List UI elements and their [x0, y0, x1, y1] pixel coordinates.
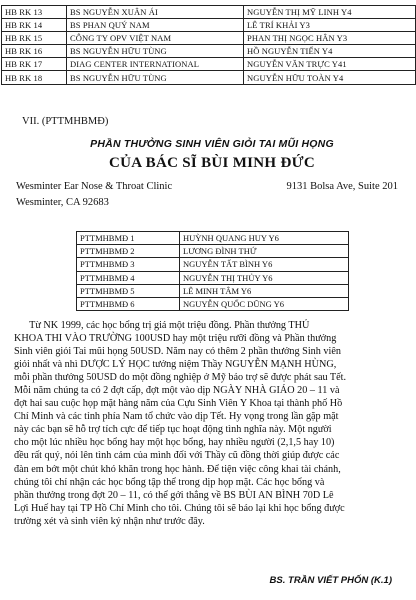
table-cell: NGUYỄN VĂN TRỰC Y41 — [244, 58, 416, 71]
table-row — [77, 284, 349, 297]
table-cell: LƯƠNG ĐÌNH THỨ — [180, 245, 349, 258]
table-cell: PTTMHBMĐ 5 — [77, 284, 180, 297]
table-row — [2, 58, 416, 71]
table-row — [2, 45, 416, 58]
signature: BS. TRẦN VIẾT PHỐN (K.1) — [269, 575, 392, 586]
clinic-address: 9131 Bolsa Ave, Suite 201 — [286, 181, 398, 192]
table-cell: BS NGUYỄN XUÂN ÁI — [67, 6, 244, 19]
paragraph-line: đợt hai sau cuộc họp mặt hàng năm của Cựu Sinh Viên Y Khoa tại thành phố Hồ — [14, 398, 343, 410]
award-sponsor-title: CỦA BÁC SĨ BÙI MINH ĐỨC — [109, 155, 315, 171]
table-cell: NGUYỄN THỊ THỦY Y6 — [180, 271, 349, 284]
table-cell: PTTMHBMĐ 1 — [77, 232, 180, 245]
paragraph-line: trường xét và sinh viên ký nhận như trước đây. — [14, 515, 205, 527]
table-cell: HB RK 17 — [2, 58, 67, 71]
clinic-city: Wesminter, CA 92683 — [16, 197, 109, 208]
scholarship-table — [1, 5, 416, 85]
paragraph-line: Từ NK 1999, các học bổng trị giá một triệu đồng. Phần thưởng THỦ — [14, 320, 310, 331]
table-cell: BS NGUYỄN HỮU TÙNG — [67, 45, 244, 58]
table-cell: PTTMHBMĐ 2 — [77, 245, 180, 258]
paragraph-line: đều rất quý, nói lên tình cảm của mình đối với Thầy cũ đồng thời giúp được các — [14, 450, 340, 462]
table-cell: HB RK 15 — [2, 32, 67, 45]
table-cell: DIAG CENTER INTERNATIONAL — [67, 58, 244, 71]
table-cell: PTTMHBMĐ 6 — [77, 297, 180, 310]
paragraph-line: Chí Minh và các tỉnh phía Nam tổ chức vào dịp Tết. Hy vọng trong lần gặp mặt — [14, 411, 339, 423]
table-cell: NGUYỄN QUỐC DŨNG Y6 — [180, 297, 349, 310]
table-row — [77, 245, 349, 258]
table-row — [2, 71, 416, 84]
table-cell: HB RK 13 — [2, 6, 67, 19]
section-heading: VII. (PTTMHBMĐ) — [22, 116, 109, 127]
table-cell: HỒ NGUYỄN TIẾN Y4 — [244, 45, 416, 58]
clinic-line — [16, 181, 398, 192]
paragraph-line: đàn em bớt một chút khó khăn trong học hành. Để tiện việc công khai tài chánh, — [14, 463, 341, 475]
clinic-name: Wesminter Ear Nose & Throat Clinic — [16, 181, 173, 192]
body-paragraph — [14, 319, 406, 528]
table-row — [77, 297, 349, 310]
table-row — [2, 32, 416, 45]
table-row — [2, 6, 416, 19]
award-title: PHẦN THƯỞNG SINH VIÊN GIỎI TAI MŨI HỌNG — [90, 138, 334, 150]
table-cell: NGUYỄN TẤT BÌNH Y6 — [180, 258, 349, 271]
table-cell: BS NGUYỄN HỮU TÙNG — [67, 71, 244, 84]
table-cell: LÊ MINH TÂM Y6 — [180, 284, 349, 297]
table-row — [2, 19, 416, 32]
paragraph-line: giỏi nhất và nhì DƯỢC LÝ HỌC tưởng niệm Thầy NGUYỄN MẠNH HÙNG, — [14, 359, 337, 371]
table-row — [77, 232, 349, 245]
table-cell: HB RK 16 — [2, 45, 67, 58]
table-cell: HB RK 18 — [2, 71, 67, 84]
paragraph-line: phần thưởng trong đợt 20 – 11, có thể gởi thẳng về BS BÙI AN BÌNH 70D Lê — [14, 489, 334, 501]
table-cell: BS PHAN QUÝ NAM — [67, 19, 244, 32]
paragraph-line: Lợi Huế hay tại TP Hồ Chí Minh cho tôi. Chúng tôi sẽ báo lại khi học bổng được — [14, 502, 345, 514]
paragraph-line: cho một lúc nhiều học bổng hay một học bổng, hay nhiều người (2,1,5 hay 10) — [14, 437, 335, 449]
paragraph-line: này các bạn sẽ hỗ trợ tích cực để tiếp tục hoạt động tình nghĩa này. Một người — [14, 424, 332, 436]
table-cell: PTTMHBMĐ 3 — [77, 258, 180, 271]
table-cell: NGUYỄN THỊ MỸ LINH Y4 — [244, 6, 416, 19]
table-row — [77, 258, 349, 271]
table-cell: PTTMHBMĐ 4 — [77, 271, 180, 284]
table-row — [77, 271, 349, 284]
table-cell: NGUYỄN HỮU TOÀN Y4 — [244, 71, 416, 84]
award-table — [76, 231, 349, 311]
paragraph-line: chúng tôi chỉ nhận các học bổng tập thể trong dịp họp mặt. Các học bổng và — [14, 476, 325, 488]
paragraph-line: Mỗi năm chúng ta có 2 đợt cấp, đợt một vào dịp NGÀY NHÀ GIÁO 20 – 11 và — [14, 385, 340, 397]
table-cell: PHAN THỊ NGỌC HÂN Y3 — [244, 32, 416, 45]
table-cell: LÊ TRÍ KHẢI Y3 — [244, 19, 416, 32]
paragraph-line: mỗi phần thưởng 50USD do một đồng nghiệp ở Mỹ bảo trợ sẽ được phát sau Tết. — [14, 372, 347, 384]
table-cell: HUỲNH QUANG HUY Y6 — [180, 232, 349, 245]
table-cell: CÔNG TY OPV VIỆT NAM — [67, 32, 244, 45]
paragraph-line: KHOA THI VÀO TRƯỜNG 100USD hay một triệu rưỡi đồng và Phần thưởng — [14, 333, 337, 345]
paragraph-line: Sinh viên giỏi Tai mũi họng 50USD. Năm nay có thêm 2 phần thưởng Sinh viên — [14, 346, 341, 358]
table-cell: HB RK 14 — [2, 19, 67, 32]
